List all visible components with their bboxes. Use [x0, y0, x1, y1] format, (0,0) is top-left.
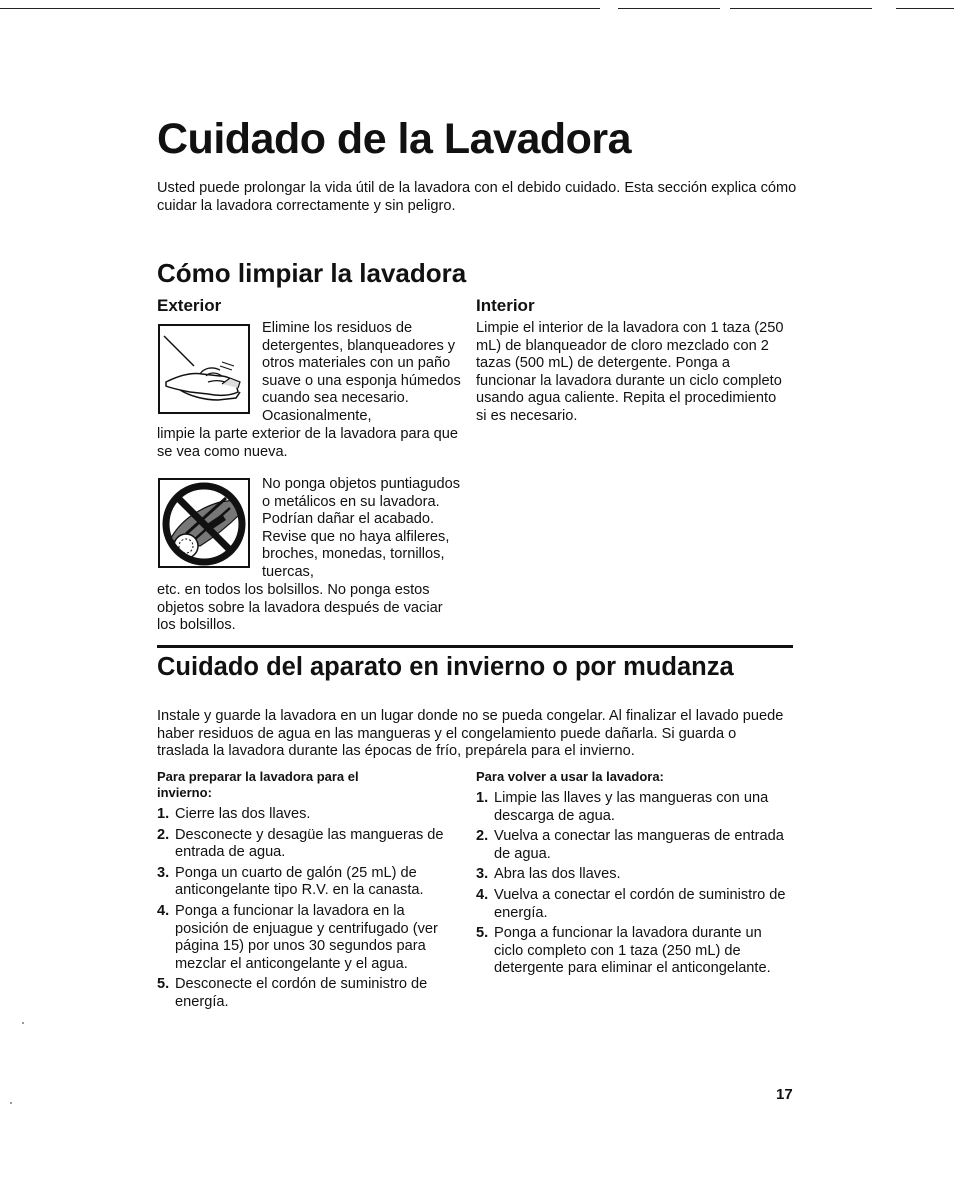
- step-number: 4.: [476, 886, 489, 903]
- step-number: 5.: [157, 976, 170, 993]
- warning-text-beside: No ponga objetos puntiagudos o metálicos en su lavadora. Podrían dañar el acabado. Revise que no haya alfileres, broches, monedas, tornillos, tuercas,: [262, 476, 460, 580]
- step-number: 5.: [476, 925, 489, 942]
- interior-heading: Interior: [476, 296, 535, 315]
- prepare-steps: [157, 806, 462, 1015]
- intro-paragraph: Usted puede prolongar la vida útil de la lavadora con el debido cuidado. Esta sección explica cómo cuidar la lavadora correctamente y sin peligro.: [157, 180, 797, 214]
- winter-intro: Instale y guarde la lavadora en un lugar donde no se pueda congelar. Al finalizar el lavado puede haber residuos de agua en las mangueras y el congelamiento puede dañarla. Si guarda o traslada la lavadora durante las épocas de frío, prepárela para el invierno.: [157, 708, 784, 760]
- list-item: [476, 790, 794, 825]
- step-text: Ponga a funcionar la lavadora en la posición de enjuague y centrifugado (ver página 15) por unos 30 segundos para mezclar el anticongelante y el agua.: [175, 902, 438, 972]
- list-item: [157, 827, 462, 862]
- step-text: Cierre las dos llaves.: [175, 806, 311, 822]
- step-number: 2.: [157, 826, 170, 843]
- step-number: 3.: [476, 866, 489, 883]
- step-text: Abra las dos llaves.: [494, 866, 621, 883]
- hand-wiping-washer-icon: [158, 324, 250, 414]
- step-text: Desconecte y desagüe las mangueras de entrada de agua.: [175, 826, 444, 861]
- exterior-text-beside: Elimine los residuos de detergentes, blanqueadores y otros materiales con un paño suave o una esponja húmedos cuando sea necesario. Ocasionalmente,: [262, 320, 461, 424]
- exterior-text-below: limpie la parte exterior de la lavadora para que se vea como nueva.: [157, 426, 458, 460]
- step-text: Ponga un cuarto de galón (25 mL) de anticongelante tipo R.V. en la canasta.: [175, 864, 424, 899]
- section-divider: [157, 645, 793, 648]
- page-number: 17: [776, 1086, 793, 1103]
- page-title: Cuidado de la Lavadora: [157, 115, 632, 163]
- list-item: [157, 976, 462, 1011]
- list-item: [157, 903, 462, 973]
- scan-rule-gap: [872, 5, 896, 11]
- list-item: [476, 887, 794, 922]
- scan-speck: [10, 1102, 12, 1104]
- no-sharp-objects-icon: [158, 478, 250, 568]
- list-item: [157, 806, 462, 824]
- scan-rule-gap: [720, 5, 730, 11]
- step-text: Vuelva a conectar las mangueras de entrada de agua.: [494, 828, 784, 862]
- interior-text: Limpie el interior de la lavadora con 1 taza (250 mL) de blanqueador de cloro mezclado con 2 tazas (500 mL) de detergente. Ponga a funcionar la lavadora durante un ciclo completo usando agua caliente. Repita el procedimiento si es necesario.: [476, 320, 784, 424]
- exterior-heading: Exterior: [157, 296, 222, 315]
- top-scan-rule: [0, 8, 954, 9]
- list-item: [476, 866, 794, 884]
- step-text: Ponga a funcionar la lavadora durante un ciclo completo con 1 taza (250 mL) de detergente para eliminar el anticongelante.: [494, 925, 771, 977]
- step-text: Vuelva a conectar el cordón de suministro de energía.: [494, 886, 786, 921]
- step-number: 2.: [476, 828, 489, 845]
- winter-heading: Cuidado del aparato en invierno o por mudanza: [157, 653, 734, 681]
- reuse-steps: [476, 790, 794, 981]
- step-number: 3.: [157, 864, 170, 881]
- step-text: Desconecte el cordón de suministro de energía.: [175, 976, 428, 1010]
- list-item: [157, 865, 462, 900]
- cleaning-heading: Cómo limpiar la lavadora: [157, 258, 467, 288]
- step-number: 1.: [157, 806, 170, 822]
- list-item: [476, 925, 794, 978]
- reuse-heading: Para volver a usar la lavadora:: [476, 769, 664, 784]
- list-item: [476, 828, 794, 863]
- step-text: Limpie las llaves y las mangueras con una descarga de agua.: [494, 790, 769, 824]
- step-number: 4.: [157, 902, 170, 919]
- prepare-heading: Para preparar la lavadora para el invierno:: [157, 769, 359, 800]
- scan-rule-gap: [600, 5, 618, 11]
- step-number: 1.: [476, 790, 489, 806]
- scan-speck: [22, 1022, 24, 1024]
- warning-text-below: etc. en todos los bolsillos. No ponga estos objetos sobre la lavadora después de vaciar los bolsillos.: [157, 582, 443, 634]
